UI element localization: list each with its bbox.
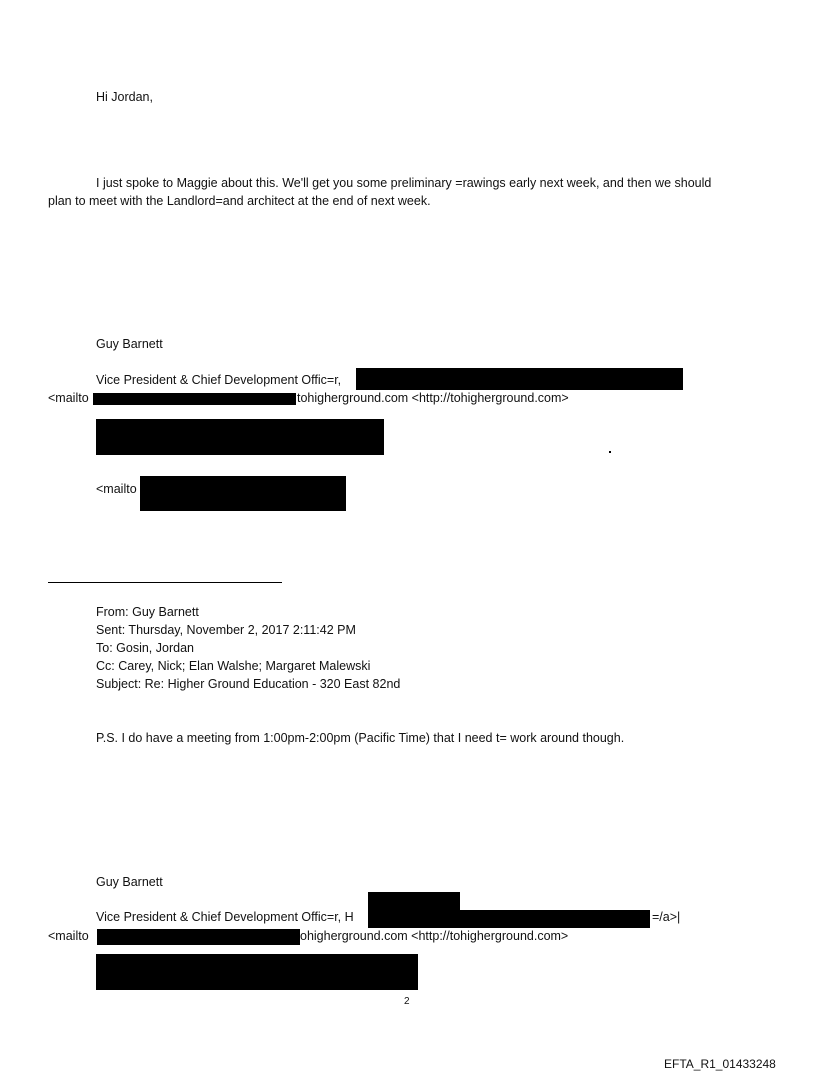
mailto-prefix: <mailto xyxy=(48,391,89,405)
ps-line: P.S. I do have a meeting from 1:00pm-2:00pm (Pacific Time) that I need t= work around though. xyxy=(96,731,625,745)
separator-line xyxy=(48,582,282,583)
body-line: I just spoke to Maggie about this. We'll get you some preliminary =rawings early next week, and then we should xyxy=(96,176,712,190)
markup-tail: =/a>| xyxy=(652,910,681,924)
mailto-prefix: <mailto xyxy=(96,482,137,496)
header-sent: Sent: Thursday, November 2, 2017 2:11:42 PM xyxy=(96,623,356,637)
redaction-box xyxy=(368,892,460,910)
header-cc: Cc: Carey, Nick; Elan Walshe; Margaret Malewski xyxy=(96,659,371,673)
document-id: EFTA_R1_01433248 xyxy=(664,1057,776,1071)
domain-link[interactable]: tohigherground.com <http://tohigherground.com> xyxy=(297,391,569,405)
body-line: plan to meet with the Landlord=and architect at the end of next week. xyxy=(48,194,431,208)
header-from: From: Guy Barnett xyxy=(96,605,199,619)
domain-link[interactable]: ohigherground.com <http://tohigherground.com> xyxy=(300,929,569,943)
signature-title: Vice President & Chief Development Offic=r, xyxy=(96,373,342,387)
page-number: 2 xyxy=(404,996,410,1007)
mailto-prefix: <mailto xyxy=(48,929,89,943)
signature-name: Guy Barnett xyxy=(96,337,163,351)
redaction-box xyxy=(97,929,300,945)
redaction-box xyxy=(96,954,418,990)
stray-mark xyxy=(609,451,611,453)
signature-name: Guy Barnett xyxy=(96,875,163,889)
header-subject: Subject: Re: Higher Ground Education - 320 East 82nd xyxy=(96,677,401,691)
redaction-box xyxy=(140,476,346,511)
redaction-box xyxy=(368,910,650,928)
redaction-box xyxy=(356,368,683,390)
signature-title: Vice President & Chief Development Offic=r, H xyxy=(96,910,354,924)
header-to: To: Gosin, Jordan xyxy=(96,641,194,655)
greeting: Hi Jordan, xyxy=(96,90,153,104)
redaction-box xyxy=(93,393,296,405)
redaction-box xyxy=(96,419,384,455)
